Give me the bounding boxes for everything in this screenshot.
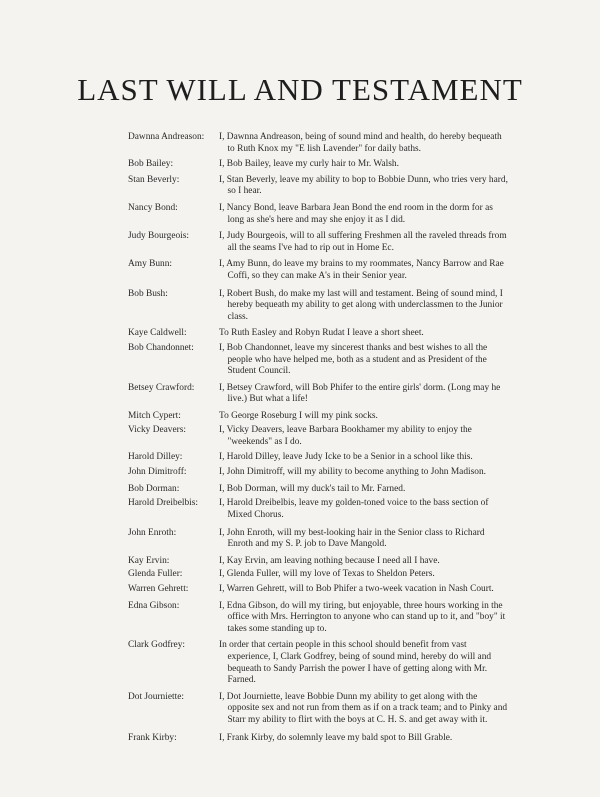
entry-text: I, Edna Gibson, do will my tiring, but enjoyable, three hours working in the office with Mrs. Herrington to anyone who can stand up to it, and "boy" it takes some standing up to. — [219, 600, 506, 634]
entry-name: John Dimitroff: — [128, 467, 187, 478]
will-entry — [128, 328, 508, 340]
entry-text: I, Bob Dorman, will my duck's tail to Mr. Farned. — [219, 483, 406, 494]
entry-text: I, John Dimitroff, will my ability to become anything to John Madison. — [219, 467, 486, 478]
entry-text: I, Stan Beverly, leave my ability to bop to Bobbie Dunn, who tries very hard, so I hear. — [219, 174, 508, 197]
entry-name: Kay Ervin: — [128, 555, 170, 566]
entry-name: Dot Journiette: — [128, 691, 184, 702]
entry-text: I, Bob Chandonnet, leave my sincerest thanks and best wishes to all the people who have helped me, both as a student and as President of the Student Council. — [219, 342, 488, 377]
will-entry — [128, 484, 508, 496]
will-entries-list — [128, 128, 508, 744]
entry-text: I, Frank Kirby, do solemnly leave my bald spot to Bill Grable. — [219, 732, 453, 743]
will-entry — [128, 383, 508, 406]
will-entry — [128, 425, 508, 448]
entry-text: I, Dot Journiette, leave Bobbie Dunn my ability to get along with the opposite sex and not run from them as if on a track team; and to Pinky and Starr my ability to flirt with the boys at C. H. S. and get away with it. — [219, 691, 508, 725]
entry-name: Bob Bush: — [128, 288, 168, 299]
will-entry — [128, 640, 508, 686]
entry-text: I, Glenda Fuller, will my love of Texas to Sheldon Peters. — [219, 569, 435, 580]
entry-name: Glenda Fuller: — [128, 569, 183, 580]
entry-name: John Enroth: — [128, 527, 177, 538]
entry-name: Stan Beverly: — [128, 174, 180, 185]
entry-name: Harold Dreibelbis: — [128, 498, 199, 509]
entry-name: Warren Gehrett: — [128, 584, 189, 594]
entry-name: Bob Bailey: — [128, 159, 174, 170]
entry-text: I, Warren Gehrett, will to Bob Phifer a two-week vacation in Nash Court. — [219, 584, 494, 594]
entry-name: Kaye Caldwell: — [128, 328, 187, 339]
entry-text: I, Judy Bourgeois, will to all suffering Freshmen all the raveled threads from all the seams I've had to rip out in Home Ec. — [219, 231, 507, 253]
will-entry — [128, 343, 508, 378]
will-entry — [128, 692, 508, 727]
entry-text: I, Robert Bush, do make my last will and testament. Being of sound mind, I hereby bequeath my ability to get along with underclassmen to the Junior class. — [219, 288, 503, 322]
entry-text: To George Roseburg I will my pink socks. — [219, 410, 378, 421]
will-entry — [128, 733, 508, 745]
entry-text: I, Nancy Bond, leave Barbara Jean Bond the end room in the dorm for as long as she's here and may she enjoy it as I did. — [219, 202, 493, 225]
will-entry — [128, 452, 508, 464]
will-entry — [128, 584, 508, 596]
entry-text: I, Dawnna Andreason, being of sound mind and health, do hereby bequeath to Ruth Knox my "E lish Lavender" for daily baths. — [219, 132, 502, 154]
will-entry — [128, 259, 508, 282]
entry-text: I, Harold Dilley, leave Judy Icke to be a Senior in a school like this. — [219, 451, 473, 462]
entry-text: In order that certain people in this school should benefit from vast experience, I, Clark Godfrey, being of sound mind, hereby do will and bequeath to Sandy Parrish the power I have of getting along with Mr. Farned. — [219, 640, 492, 686]
entry-text: I, John Enroth, will my best-looking hair in the Senior class to Richard Enroth and my S. P. job to Dave Mangold. — [219, 527, 485, 550]
entry-name: Frank Kirby: — [128, 732, 177, 743]
entry-name: Betsey Crawford: — [128, 382, 195, 393]
entry-text: I, Bob Bailey, leave my curly hair to Mr. Walsh. — [219, 159, 399, 170]
will-entry — [128, 467, 508, 479]
will-entry — [128, 203, 508, 226]
entry-text: I, Amy Bunn, do leave my brains to my roommates, Nancy Barrow and Rae Coffi, so they can make A's in their Senior year. — [219, 259, 504, 281]
page-title: LAST WILL AND TESTAMENT — [77, 72, 523, 107]
entry-name: Bob Chandonnet: — [128, 342, 194, 353]
will-entry — [128, 569, 508, 581]
will-entry — [128, 411, 508, 423]
entry-name: Edna Gibson: — [128, 600, 180, 611]
will-entry — [128, 132, 508, 155]
entry-name: Clark Godfrey: — [128, 640, 186, 651]
entry-text: I, Vicky Deavers, leave Barbara Bookhamer my ability to enjoy the "weekends" as I do. — [219, 425, 472, 448]
entry-name: Mitch Cypert: — [128, 410, 181, 421]
will-entry — [128, 289, 508, 324]
will-entry — [128, 528, 508, 551]
entry-name: Vicky Deavers: — [128, 425, 187, 436]
entry-text: To Ruth Easley and Robyn Rudat I leave a short sheet. — [219, 328, 424, 339]
will-entry — [128, 175, 508, 198]
will-entry — [128, 159, 508, 171]
will-entry — [128, 231, 508, 254]
entry-name: Judy Bourgeois: — [128, 231, 190, 242]
entry-text: I, Harold Dreibelbis, leave my golden-toned voice to the bass section of Mixed Chorus. — [219, 498, 489, 521]
entry-name: Harold Dilley: — [128, 451, 183, 462]
entry-name: Dawnna Andreason: — [128, 132, 205, 142]
will-entry — [128, 556, 508, 568]
entry-name: Amy Bunn: — [128, 259, 173, 270]
will-entry — [128, 498, 508, 521]
entry-text: I, Kay Ervin, am leaving nothing because I need all I have. — [219, 555, 440, 566]
will-entry — [128, 601, 508, 636]
entry-name: Nancy Bond: — [128, 202, 178, 213]
entry-text: I, Betsey Crawford, will Bob Phifer to the entire girls' dorm. (Long may he live.) But what a life! — [219, 382, 501, 405]
entry-name: Bob Dorman: — [128, 483, 180, 494]
